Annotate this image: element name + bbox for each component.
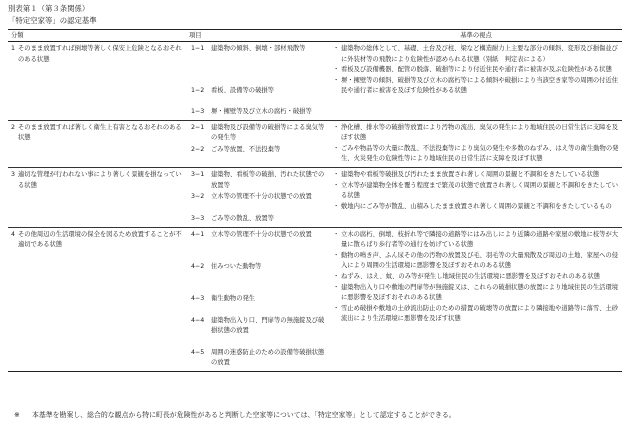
footnote-mark: ※: [14, 411, 20, 419]
viewpoint-text: 敷地内にごみ等が散乱、山積みしたまま放置され著しく周囲の景観と不調和をきたしているもの: [341, 202, 612, 210]
bullet-icon: ・: [333, 66, 340, 74]
viewpoint-text: 立木の腐朽、倒壊、枝折れ等で隣接の道路等にはみ出しにより近隣の道路や家屋の敷地に枝等が大量に散らばり歩行者等の通行を妨げている状態: [341, 230, 619, 249]
item-number: 3−3: [191, 214, 205, 222]
bullet-icon: ・: [333, 170, 340, 178]
bullet-icon: ・: [333, 123, 340, 131]
category-text: その他周辺の生活環境の保全を図るため放置することが不適切である状態: [18, 230, 182, 249]
bullet-icon: ・: [333, 76, 340, 84]
item-number: 2−2: [191, 145, 205, 153]
list-item: [189, 107, 328, 118]
viewpoint-text: 塀・擁壁等の傾斜、破損等及び立木の腐朽等による傾斜や破損により当該空き家等の周囲の付近住民や通行者に被害を及ぼす危険性がある状態: [341, 76, 619, 95]
item-number: 4−5: [191, 348, 205, 356]
items-cell: [186, 227, 330, 371]
viewpoint-item: [333, 123, 620, 144]
bullet-icon: ・: [333, 202, 340, 210]
viewpoint-text: ごみや物品等の大量に散乱、不法投棄等により臭気の発生や多数のねずみ、はえ等の衛生動物の発生、火災発生の危険性等により地域住民の日常生活に支障を及ぼす状態: [341, 144, 619, 163]
item-text: 衛生動物の発生: [211, 294, 256, 302]
footnote: [14, 410, 622, 420]
footnote-text: 本基準を勘案し、総合的な観点から特に町長が危険性があると判断した空家等については、「特定空家等」として認定することができる。: [32, 411, 456, 419]
list-item: [189, 316, 328, 348]
bullet-icon: ・: [333, 251, 340, 259]
list-item: [189, 170, 328, 192]
viewpoint-cell: [330, 42, 622, 121]
list-item: [189, 348, 328, 369]
item-text: 建築物及び設備等の破損等による臭気等の発生等: [211, 123, 325, 142]
item-number: 4−1: [191, 230, 205, 238]
category-number: 2: [11, 123, 16, 131]
column-header-item: 項目: [186, 30, 330, 42]
viewpoint-cell: [330, 167, 622, 227]
category-number: 4: [11, 230, 16, 238]
bullet-icon: ・: [333, 272, 340, 280]
list-item: [189, 123, 328, 145]
item-number: 1−1: [191, 45, 205, 52]
viewpoint-text: 浄化槽、排水等の破損等放置により汚物の流出、臭気の発生により地域住民の日常生活に支障を及ぼす状態: [341, 123, 619, 142]
viewpoint-item: [333, 181, 620, 202]
item-number: 3−1: [191, 170, 205, 178]
viewpoint-item: [333, 202, 620, 213]
viewpoint-item: [333, 283, 620, 304]
list-item: [189, 230, 328, 262]
item-text: 立木等の管理不十分の状態での放置: [211, 192, 312, 200]
item-number: 4−2: [191, 262, 205, 270]
item-number: 4−3: [191, 294, 205, 302]
viewpoint-item: [333, 144, 620, 165]
category-text: 適切な管理が行われない事により著しく景観を損なっている状態: [18, 170, 182, 189]
viewpoint-item: [333, 44, 620, 65]
category-text: そのまま放置すれば倒壊等著しく保安上危険となるおそれのある状態: [18, 45, 182, 63]
items-cell: [186, 167, 330, 227]
item-text: 建築物、看板等の破損、汚れた状態での放置等: [211, 170, 325, 189]
item-number: 2−1: [191, 123, 205, 131]
bullet-icon: ・: [333, 304, 340, 312]
item-text: 立木等の管理不十分の状態での放置: [211, 230, 312, 238]
category-number: 3: [11, 170, 16, 178]
bullet-icon: ・: [333, 181, 340, 189]
table-header-row: [8, 30, 622, 42]
list-item: [189, 44, 328, 86]
list-item: [189, 262, 328, 294]
items-cell: [186, 120, 330, 167]
viewpoint-text: 立木等が建築物全体を覆う程度まで繁茂の状態で放置され著しく周囲の景観と不調和をきたしている状態: [341, 181, 619, 200]
viewpoint-text: ねずみ、はえ、蚊、のみ等が発生し地域住民の生活環境に悪影響を及ぼすおそれのある状態: [341, 272, 600, 280]
item-text: 建築物出入り口、門扉等の無施錠及び破損状態の放置: [211, 316, 325, 335]
viewpoint-cell: [330, 120, 622, 167]
list-item: [189, 214, 328, 225]
item-text: ごみ等放置、不法投棄等: [211, 145, 281, 153]
item-number: 3−2: [191, 192, 205, 200]
viewpoint-text: 雪止め破損や敷地の土砂流出防止のための措置の破壊等の放置により隣接地や道路等に落雪、土砂流出により生活環境に悪影響を及ぼす状態: [341, 304, 619, 323]
bullet-icon: ・: [333, 45, 340, 52]
item-text: 塀・擁壁等及び立木の腐朽・破損等: [211, 108, 312, 115]
viewpoint-item: [333, 272, 620, 283]
bullet-icon: ・: [333, 144, 340, 152]
viewpoint-item: [333, 304, 620, 325]
viewpoint-item: [333, 76, 620, 97]
column-header-category: 分類: [8, 30, 186, 42]
item-text: 住みついた動物等: [211, 262, 262, 270]
item-text: ごみ等の散乱、放置等: [211, 214, 274, 222]
bullet-icon: ・: [333, 230, 340, 238]
table-row: [8, 120, 622, 167]
list-item: [189, 192, 328, 214]
item-text: 建築物の傾斜、倒壊・部材飛散等: [211, 45, 306, 52]
category-cell: [8, 42, 186, 121]
item-number: 4−4: [191, 316, 205, 324]
table-row: [8, 167, 622, 227]
viewpoint-item: [333, 230, 620, 251]
page-title: 別表第１（第３条関係）: [8, 4, 90, 13]
category-cell: [8, 120, 186, 167]
bullet-icon: ・: [333, 283, 340, 291]
viewpoint-text: 動物の鳴き声、ふん尿その他の汚物の放置及び毛、羽毛等の大量飛散及び周辺の土地、家屋への侵入により周囲の生活環境に悪影響を及ぼすおそれのある状態: [341, 251, 619, 270]
category-cell: [8, 227, 186, 371]
item-number: 1−3: [191, 108, 205, 115]
viewpoint-text: 看板及び設備機器、配管の脱落、破損等により付近住民や通行者に被害が及ぶ危険性がある状態: [341, 66, 612, 74]
category-number: 1: [11, 45, 16, 52]
viewpoint-item: [333, 170, 620, 181]
items-cell: [186, 42, 330, 121]
table-caption: 「特定空家等」の認定基準: [8, 16, 97, 25]
list-item: [189, 294, 328, 316]
category-text: そのまま放置すれば著しく衛生上有害となるおそれのある状態: [18, 123, 182, 142]
viewpoint-text: 建築物の総体として、基礎、土台及び柱、梁など構造耐力上主要な部分の傾斜、変形及び損傷並びに外装材等の飛散により危険性が認められる状態（別紙 判定表による）: [341, 45, 618, 63]
viewpoint-cell: [330, 227, 622, 371]
list-item: [189, 86, 328, 107]
item-text: 周囲の迷惑防止のための設備等破損状態の放置: [211, 348, 325, 367]
table-row: [8, 42, 622, 121]
list-item: [189, 145, 328, 156]
category-cell: [8, 167, 186, 227]
criteria-table: [8, 29, 622, 372]
item-text: 看板、設備等の破損等: [211, 87, 274, 94]
item-number: 1−2: [191, 87, 205, 94]
viewpoint-text: 建築物出入り口や敷地の門扉等が無施錠又は、これらの破損状態の放置により地域住民の生活環境に悪影響を及ぼすおそれのある状態: [341, 283, 619, 302]
viewpoint-text: 建築物や看板等破損及び汚れたまま放置され著しく周囲の景観と不調和をきたしている状態: [341, 170, 600, 178]
viewpoint-item: [333, 65, 620, 76]
viewpoint-item: [333, 251, 620, 272]
column-header-viewpoint: 基準の視点: [330, 30, 622, 42]
table-row: [8, 227, 622, 371]
